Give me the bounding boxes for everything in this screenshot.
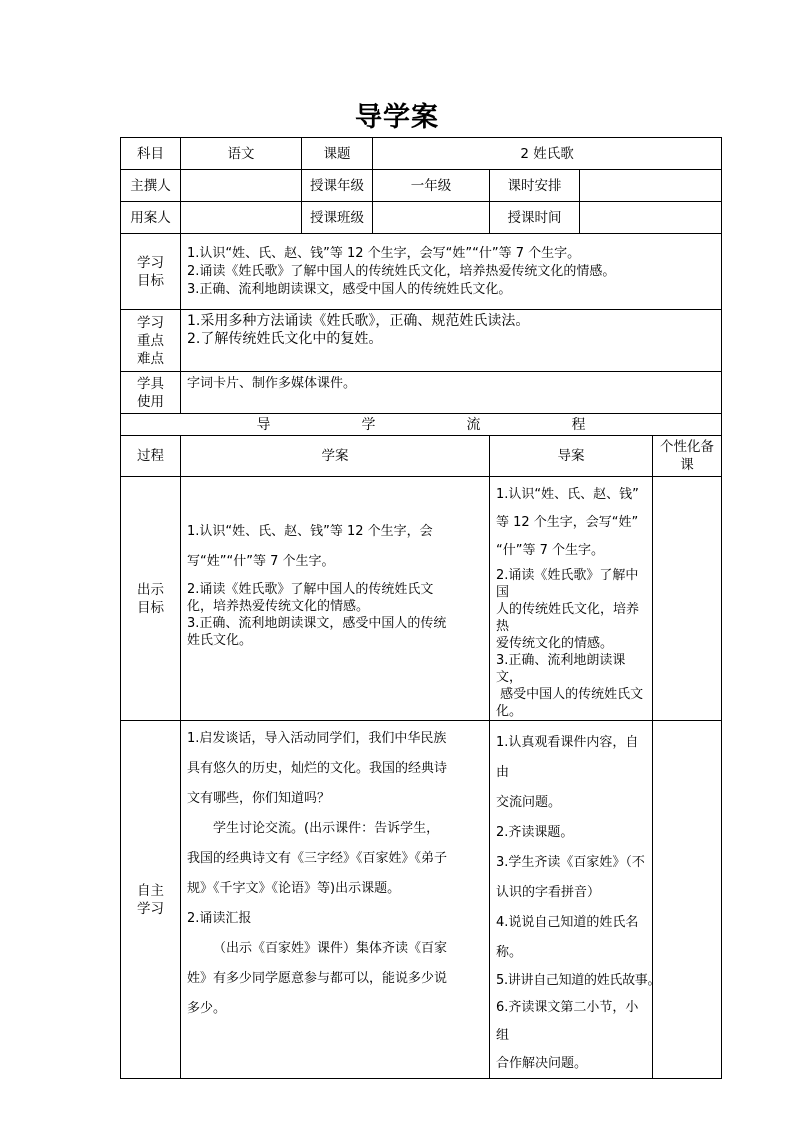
objectives-label: 学习 目标	[121, 234, 181, 310]
self-study-line: 学生讨论交流。(出示课件：告诉学生，	[213, 821, 440, 836]
goals-guide-line: 人的传统姓氏文化，培养热	[496, 602, 640, 634]
objectives-content	[181, 234, 722, 310]
key-points-content	[181, 310, 722, 372]
goals-personal-content	[653, 477, 722, 721]
self-study-line: 姓》有多少同学愿意参与都可以，能说多少说	[187, 971, 448, 986]
grade-value: 一年级	[373, 170, 490, 202]
goals-guide-line: 感受中国人的传统姓氏文	[496, 687, 644, 702]
subject-value: 语文	[181, 138, 302, 170]
info-row-subject	[121, 138, 722, 170]
goals-study-line: 1.认识“姓、氏、赵、钱”等 12 个生字，会	[187, 524, 433, 539]
objective-line: 1.认识“姓、氏、赵、钱”等 12 个生字，会写“姓”“什”等 7 个生字。	[187, 245, 581, 261]
goals-study-line: 姓氏文化。	[187, 633, 253, 648]
self-guide-line: 4.说说自己知道的姓氏名	[496, 915, 639, 930]
flow-title	[121, 414, 722, 436]
self-guide-line: 5.讲讲自己知道的姓氏故事。	[496, 973, 661, 988]
self-study-line: （出示《百家姓》课件）集体齐读《百家	[213, 941, 448, 956]
self-study-line: 1.启发谈话，导入活动同学们，我们中华民族	[187, 731, 447, 746]
goals-study-content	[181, 477, 490, 721]
info-row-user	[121, 202, 722, 234]
self-guide-line: 6.齐读课文第二小节，小组	[496, 1000, 639, 1043]
goals-study-line: 2.诵读《姓氏歌》了解中国人的传统姓氏文	[187, 582, 434, 597]
goals-guide-content	[490, 477, 653, 721]
tools-row	[121, 372, 722, 414]
goals-study-line: 化，培养热爱传统文化的情感。	[187, 599, 370, 614]
class-label: 授课班级	[302, 202, 373, 234]
grade-label: 授课年级	[302, 170, 373, 202]
self-study-line: 文有哪些，你们知道吗？	[187, 791, 331, 806]
goals-guide-line: 3.正确、流利地朗读课文，	[496, 653, 626, 685]
flow-title-char: 流	[466, 416, 481, 433]
flow-title-char: 导	[256, 416, 271, 433]
self-personal-content	[653, 721, 722, 1079]
self-study-line: 规》《千字文》《论语》等)出示课题。	[187, 881, 401, 896]
page-title: 导学案	[355, 102, 439, 133]
topic-label: 课题	[302, 138, 373, 170]
self-study-line: 我国的经典诗文有《三字经》《百家姓》《弟子	[187, 851, 448, 866]
self-study-line: 具有悠久的历史，灿烂的文化。我国的经典诗	[187, 761, 448, 776]
self-study-label: 自主 学习	[121, 721, 181, 1079]
goals-guide-line: 2.诵读《姓氏歌》了解中国	[496, 568, 639, 600]
self-guide-line: 合作解决问题。	[496, 1056, 588, 1071]
objectives-row	[121, 234, 722, 310]
topic-value: 2 姓氏歌	[373, 138, 722, 170]
flow-header-row	[121, 436, 722, 477]
guide-plan-header: 导案	[490, 436, 653, 477]
class-value	[373, 202, 490, 234]
goals-guide-line: 1.认识“姓、氏、赵、钱”	[496, 487, 639, 502]
objective-line: 2.诵读《姓氏歌》了解中国人的传统姓氏文化，培养热爱传统文化的情感。	[187, 263, 616, 279]
goals-guide-line: 爱传统文化的情感。	[496, 636, 614, 651]
flow-title-char: 学	[361, 416, 376, 433]
goals-study-line: 3.正确、流利地朗读课文，感受中国人的传统	[187, 616, 447, 631]
tools-label: 学具 使用	[121, 372, 181, 414]
goals-row	[121, 477, 722, 721]
goals-guide-line: 化。	[496, 704, 523, 719]
subject-label: 科目	[121, 138, 181, 170]
self-guide-line: 2.齐读课题。	[496, 825, 574, 840]
user-value	[181, 202, 302, 234]
user-label: 用案人	[121, 202, 181, 234]
hours-value	[580, 170, 722, 202]
flow-title-row	[121, 414, 722, 436]
objective-line: 3.正确、流利地朗读课文，感受中国人的传统姓氏文化。	[187, 281, 512, 297]
time-value	[580, 202, 722, 234]
key-points-label: 学习 重点 难点	[121, 310, 181, 372]
tools-content: 字词卡片、制作多媒体课件。	[181, 372, 722, 414]
personal-header: 个性化备 课	[653, 436, 722, 477]
key-point-line: 1.采用多种方法诵读《姓氏歌》，正确、规范姓氏读法。	[187, 313, 530, 329]
process-header: 过程	[121, 436, 181, 477]
self-guide-line: 称。	[496, 945, 523, 960]
goals-label: 出示 目标	[121, 477, 181, 721]
lesson-plan-table	[120, 137, 722, 1079]
study-plan-header: 学案	[181, 436, 490, 477]
self-study-line: 多少。	[187, 1001, 227, 1016]
self-guide-content	[490, 721, 661, 1079]
self-study-content	[181, 721, 490, 1079]
author-value	[181, 170, 302, 202]
author-label: 主撰人	[121, 170, 181, 202]
goals-guide-line: “什”等 7 个生字。	[496, 543, 605, 558]
flow-title-char: 程	[571, 416, 586, 433]
info-row-author	[121, 170, 722, 202]
self-study-line: 2.诵读汇报	[187, 911, 252, 926]
hours-label: 课时安排	[490, 170, 580, 202]
time-label: 授课时间	[490, 202, 580, 234]
self-study-row	[121, 721, 722, 1079]
goals-study-line: 写“姓”“什”等 7 个生字。	[187, 554, 335, 569]
self-guide-line: 认识的字看拼音）	[496, 885, 601, 900]
self-guide-line: 1.认真观看课件内容，自由	[496, 735, 639, 780]
key-point-line: 2.了解传统姓氏文化中的复姓。	[187, 331, 383, 347]
self-guide-line: 交流问题。	[496, 795, 562, 810]
self-guide-line: 3.学生齐读《百家姓》（不	[496, 855, 645, 870]
goals-guide-line: 等 12 个生字，会写“姓”	[496, 515, 639, 530]
key-points-row	[121, 310, 722, 372]
